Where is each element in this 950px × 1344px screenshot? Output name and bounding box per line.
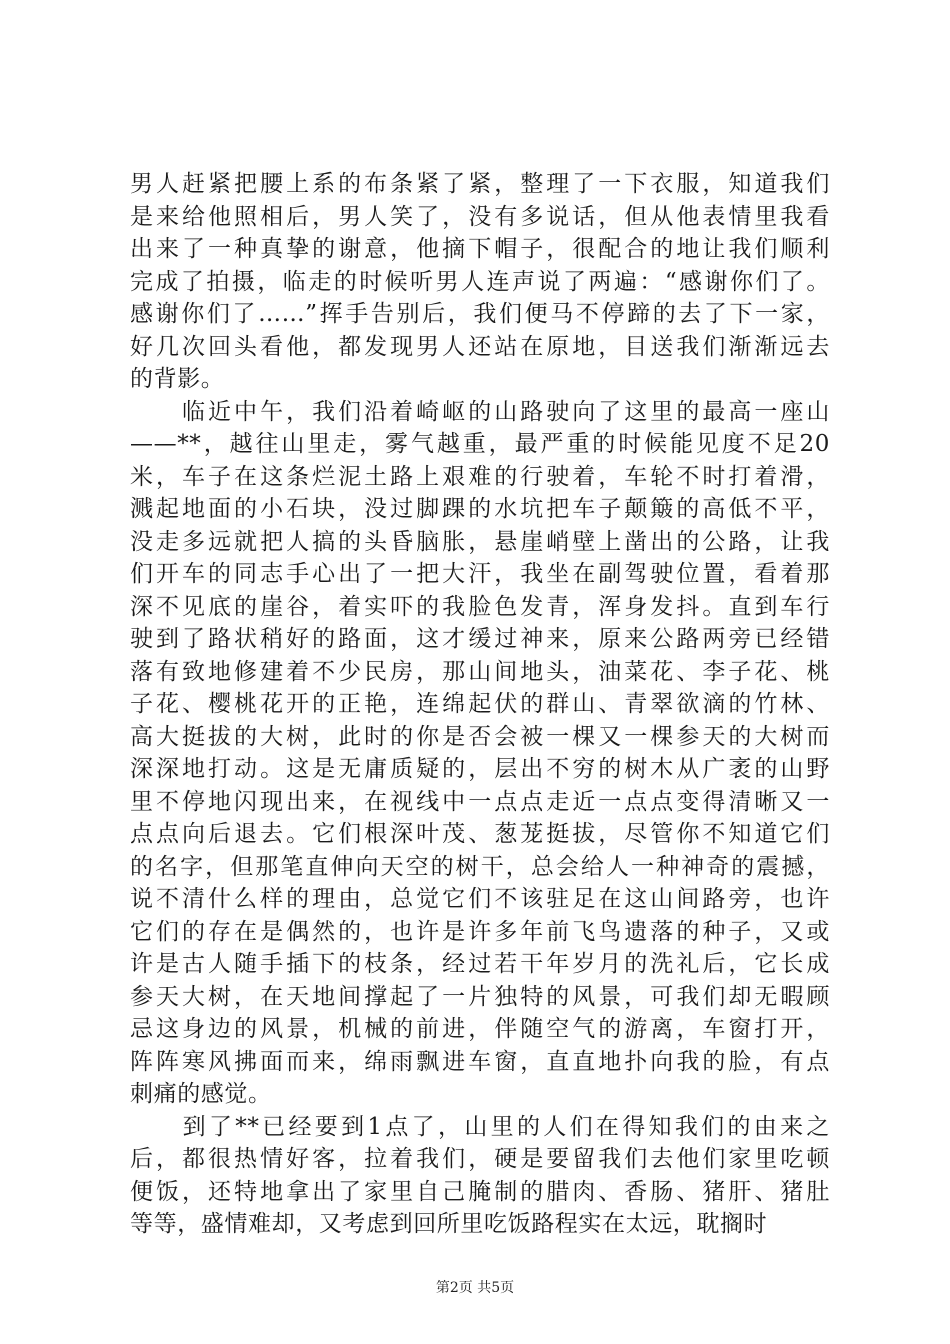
text-line: 出来了一种真挚的谢意，他摘下帽子，很配合的地让我们顺利: [130, 236, 830, 262]
text-line: 们开车的同志手心出了一把大汗，我坐在副驾驶位置，看着那: [130, 561, 830, 587]
text-line: 忌这身边的风景，机械的前进，伴随空气的游离，车窗打开，: [130, 1016, 830, 1042]
text-line: 参天大树，在天地间撑起了一片独特的风景，可我们却无暇顾: [130, 983, 830, 1010]
text-line: 的名字，但那笔直伸向天空的树干，总会给人一种神奇的震撼，: [130, 853, 830, 880]
text-line: 阵阵寒风拂面而来，绵雨飘进车窗，直直地扑向我的脸，有点: [130, 1048, 830, 1075]
text-line: 溅起地面的小石块，没过脚踝的水坑把车子颠簸的高低不平，: [130, 496, 830, 522]
text-line: 深不见底的崖谷，着实吓的我脸色发青，浑身发抖。直到车行: [130, 593, 830, 620]
text-line: 便饭，还特地拿出了家里自己腌制的腊肉、香肠、猪肝、猪肚: [130, 1178, 830, 1205]
text-line: 的背影。: [130, 366, 225, 392]
text-line: 高大挺拔的大树，此时的你是否会被一棵又一棵参天的大树而: [130, 723, 830, 750]
text-line: 点点向后退去。它们根深叶茂、葱茏挺拔，尽管你不知道它们: [130, 821, 830, 847]
text-line: 好几次回头看他，都发现男人还站在原地，目送我们渐渐远去: [130, 333, 830, 360]
text-line: 驶到了路状稍好的路面，这才缓过神来，原来公路两旁已经错: [130, 626, 830, 652]
text-line: 里不停地闪现出来，在视线中一点点走近一点点变得清晰又一: [130, 788, 830, 815]
paragraph: [130, 396, 830, 1111]
text-line: 是来给他照相后，男人笑了，没有多说话，但从他表情里我看: [130, 203, 830, 230]
text-line: 它们的存在是偶然的，也许是许多年前飞鸟遗落的种子，又或: [130, 918, 830, 945]
text-line: 落有致地修建着不少民房，那山间地头，油菜花、李子花、桃: [130, 658, 830, 685]
text-line: 到了**已经要到1点了，山里的人们在得知我们的由来之: [130, 1113, 830, 1140]
text-line: 刺痛的感觉。: [130, 1081, 272, 1107]
page-footer: 第2页 共5页: [435, 1280, 515, 1296]
text-line: ——**，越往山里走，雾气越重，最严重的时候能见度不足20: [130, 431, 830, 457]
body-text: [130, 168, 830, 1241]
text-line: 说不清什么样的理由，总觉它们不该驻足在这山间路旁，也许: [130, 886, 830, 912]
paragraph: [130, 1111, 830, 1241]
text-line: 米，车子在这条烂泥土路上艰难的行驶着，车轮不时打着滑，: [130, 463, 830, 490]
text-line: 子花、樱桃花开的正艳，连绵起伏的群山、青翠欲滴的竹林、: [130, 691, 830, 717]
text-line: 男人赶紧把腰上系的布条紧了紧，整理了一下衣服，知道我们: [130, 171, 830, 197]
paragraph: [130, 168, 830, 396]
text-line: 后，都很热情好客，拉着我们，硬是要留我们去他们家里吃顿: [130, 1146, 830, 1172]
text-line: 许是古人随手插下的枝条，经过若干年岁月的洗礼后，它长成: [130, 951, 830, 977]
text-line: 完成了拍摄，临走的时候听男人连声说了两遍：“感谢你们了。: [130, 268, 830, 295]
text-line: 临近中午，我们沿着崎岖的山路驶向了这里的最高一座山: [130, 398, 830, 425]
text-line: 等等，盛情难却，又考虑到回所里吃饭路程实在太远，耽搁时: [130, 1211, 768, 1237]
text-line: 深深地打动。这是无庸质疑的，层出不穷的树木从广袤的山野: [130, 756, 830, 782]
text-line: 没走多远就把人搞的头昏脑胀，悬崖峭壁上凿出的公路，让我: [130, 528, 830, 555]
text-line: 感谢你们了……”挥手告别后，我们便马不停蹄的去了下一家，: [130, 301, 830, 327]
